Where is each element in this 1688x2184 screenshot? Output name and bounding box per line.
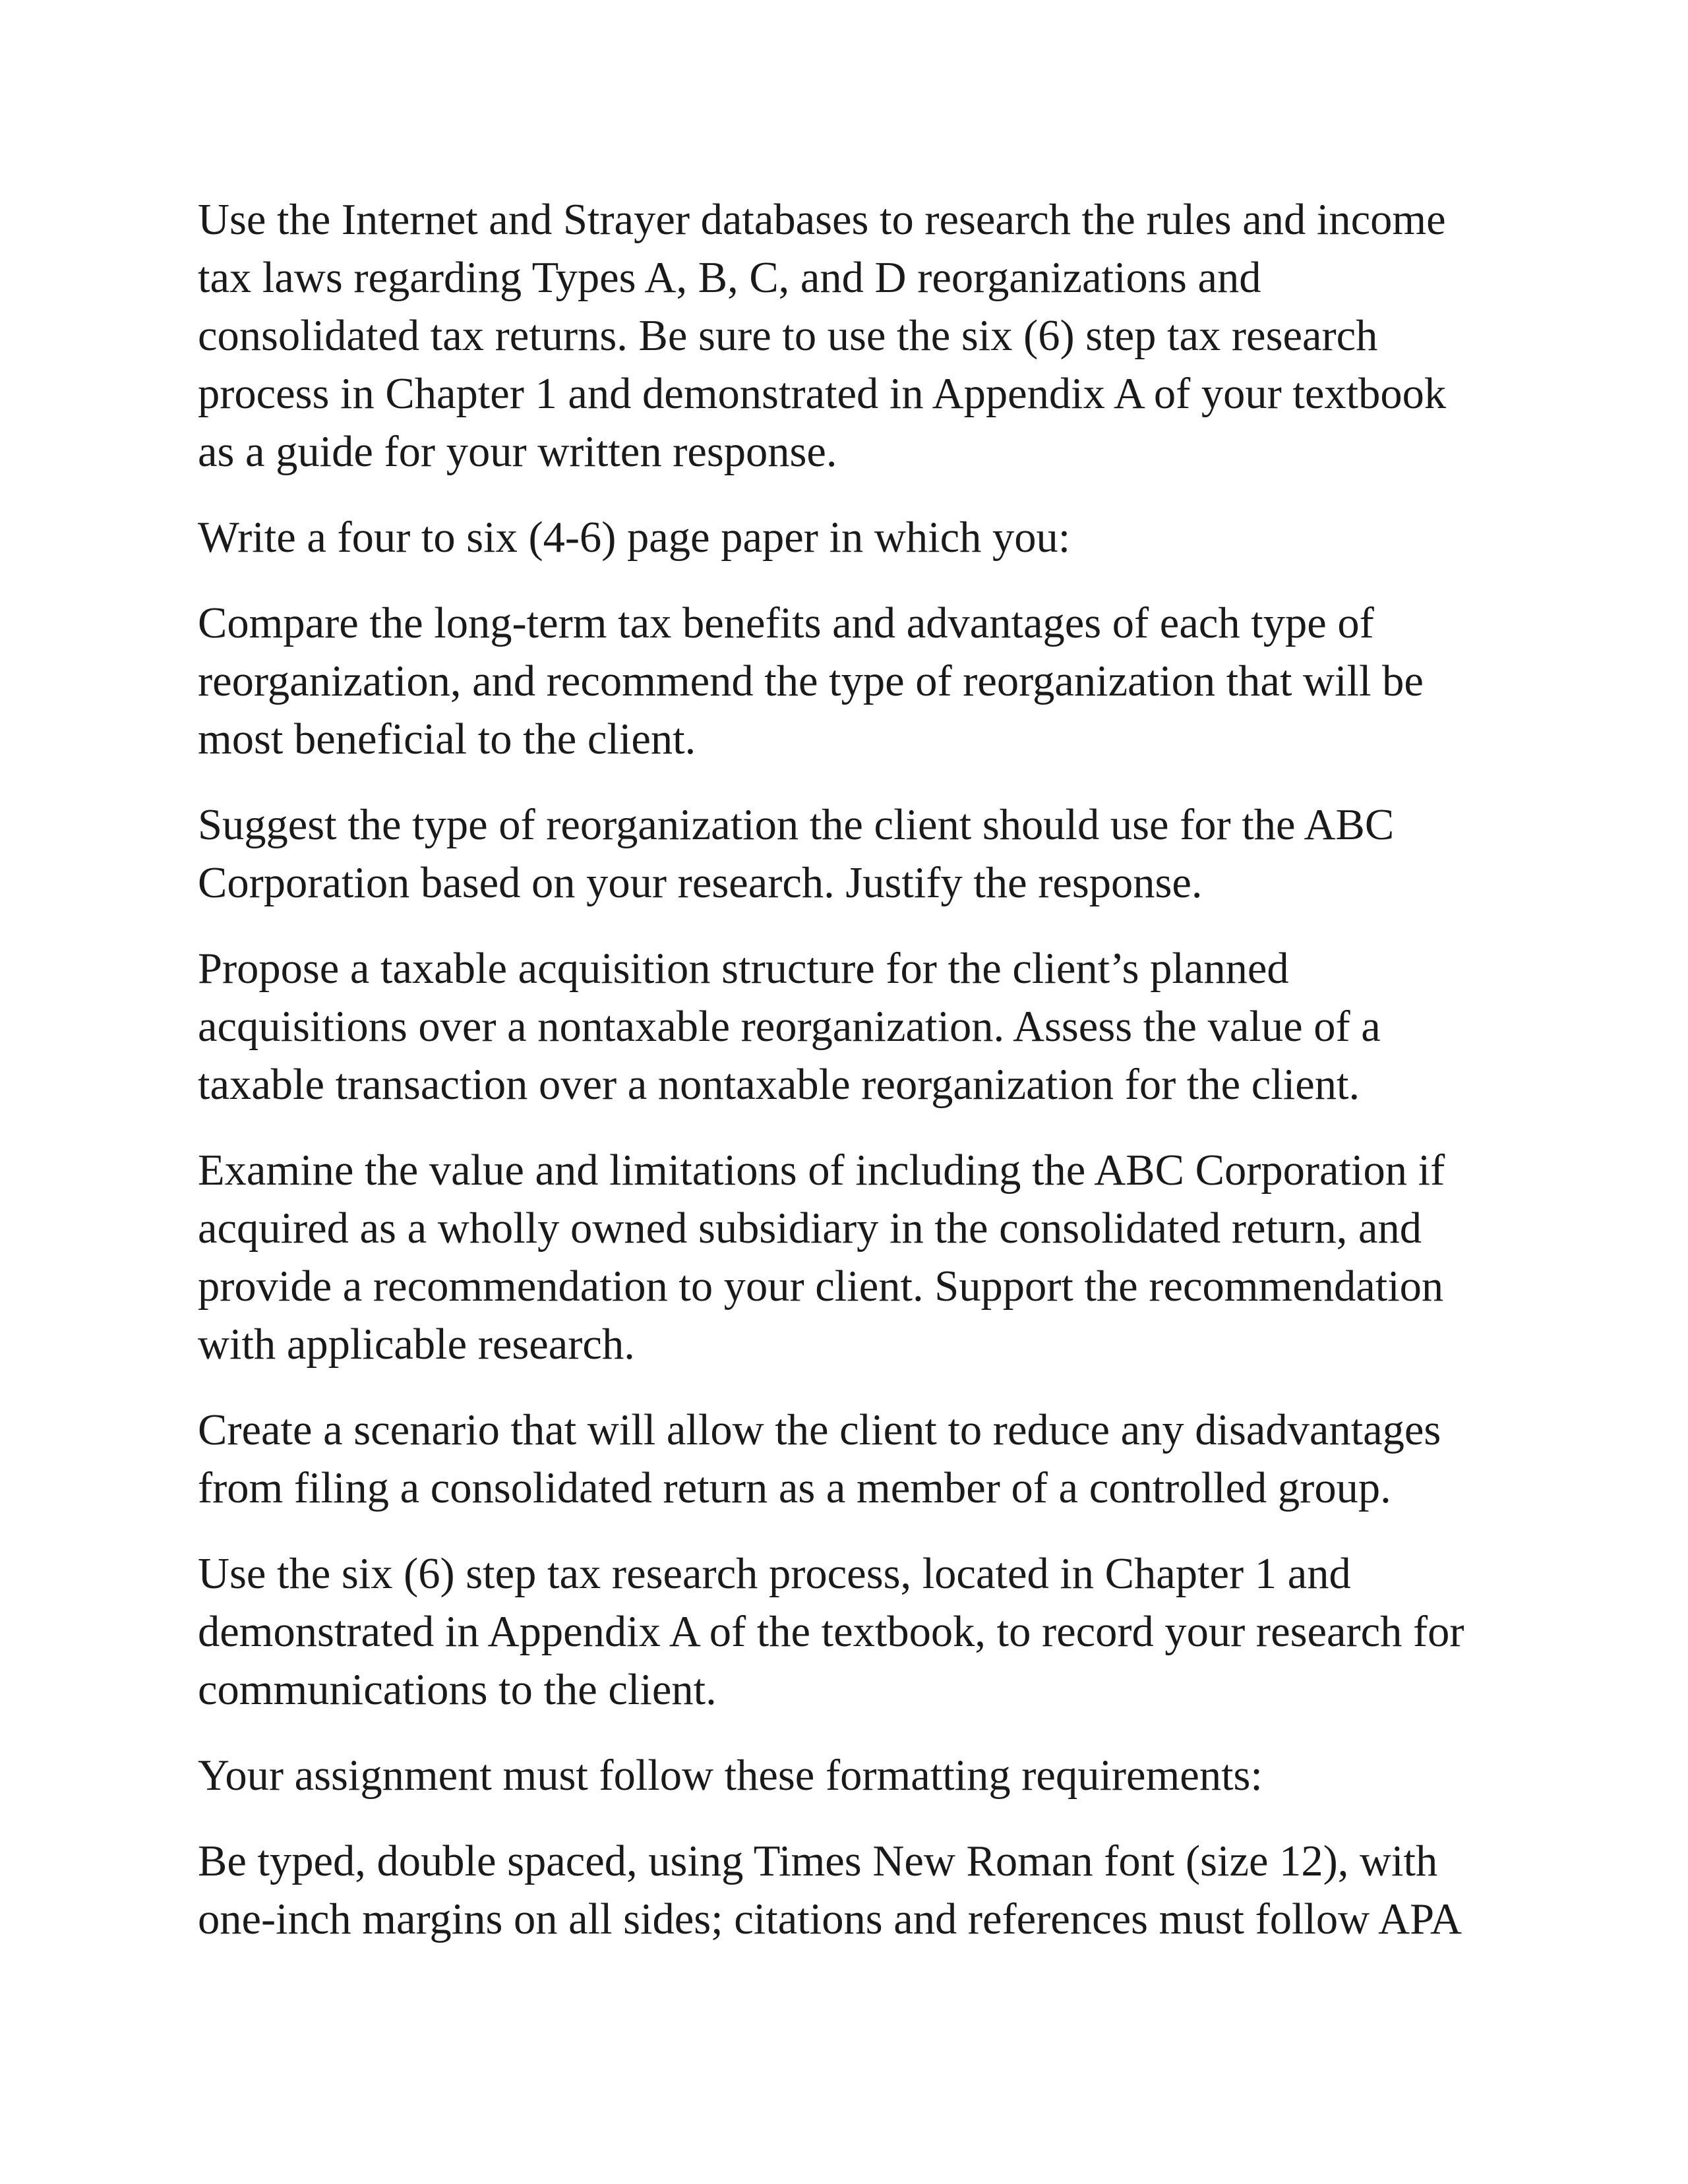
text-line: taxable transaction over a nontaxable reorganization for the client.: [198, 1061, 1360, 1109]
text-line: Propose a taxable acquisition structure for the client’s planned: [198, 945, 1289, 993]
text-line: process in Chapter 1 and demonstrated in Appendix A of your textbook: [198, 370, 1447, 418]
text-line: one-inch margins on all sides; citations and references must follow APA: [198, 1895, 1462, 1943]
text-line: provide a recommendation to your client. Support the recommendation: [198, 1262, 1444, 1311]
text-line: tax laws regarding Types A, B, C, and D reorganizations and: [198, 254, 1261, 302]
document-body: [198, 191, 1490, 1976]
text-line: Use the Internet and Strayer databases to research the rules and income: [198, 196, 1446, 244]
text-line: Your assignment must follow these formatting requirements:: [198, 1752, 1263, 1800]
text-line: Suggest the type of reorganization the client should use for the ABC: [198, 801, 1395, 849]
text-line: from filing a consolidated return as a member of a controlled group.: [198, 1464, 1391, 1512]
paragraph-instruction: [198, 509, 1490, 567]
paragraph-formatting-heading: [198, 1747, 1490, 1805]
text-line: acquired as a wholly owned subsidiary in the consolidated return, and: [198, 1204, 1422, 1253]
text-line: communications to the client.: [198, 1666, 717, 1714]
paragraph-intro: [198, 191, 1490, 481]
text-line: acquisitions over a nontaxable reorganization. Assess the value of a: [198, 1003, 1381, 1051]
text-line: Create a scenario that will allow the client to reduce any disadvantages: [198, 1406, 1441, 1454]
text-line: Compare the long-term tax benefits and advantages of each type of: [198, 599, 1374, 647]
text-line: Write a four to six (4-6) page paper in which you:: [198, 514, 1071, 562]
text-line: consolidated tax returns. Be sure to use the six (6) step tax research: [198, 312, 1378, 360]
paragraph-compare: [198, 595, 1490, 769]
paragraph-research-process: [198, 1545, 1490, 1719]
text-line: Examine the value and limitations of including the ABC Corporation if: [198, 1146, 1445, 1195]
paragraph-formatting-details: [198, 1833, 1490, 1949]
text-line: as a guide for your written response.: [198, 428, 837, 476]
text-line: with applicable research.: [198, 1320, 635, 1369]
paragraph-examine: [198, 1142, 1490, 1374]
text-line: Corporation based on your research. Justify the response.: [198, 859, 1203, 907]
text-line: Use the six (6) step tax research process, located in Chapter 1 and: [198, 1550, 1351, 1598]
text-line: Be typed, double spaced, using Times New Roman font (size 12), with: [198, 1837, 1438, 1885]
text-line: most beneficial to the client.: [198, 715, 696, 763]
paragraph-suggest: [198, 796, 1490, 912]
text-line: reorganization, and recommend the type of reorganization that will be: [198, 657, 1424, 705]
paragraph-create: [198, 1402, 1490, 1518]
text-line: demonstrated in Appendix A of the textbook, to record your research for: [198, 1608, 1464, 1656]
paragraph-propose: [198, 940, 1490, 1114]
